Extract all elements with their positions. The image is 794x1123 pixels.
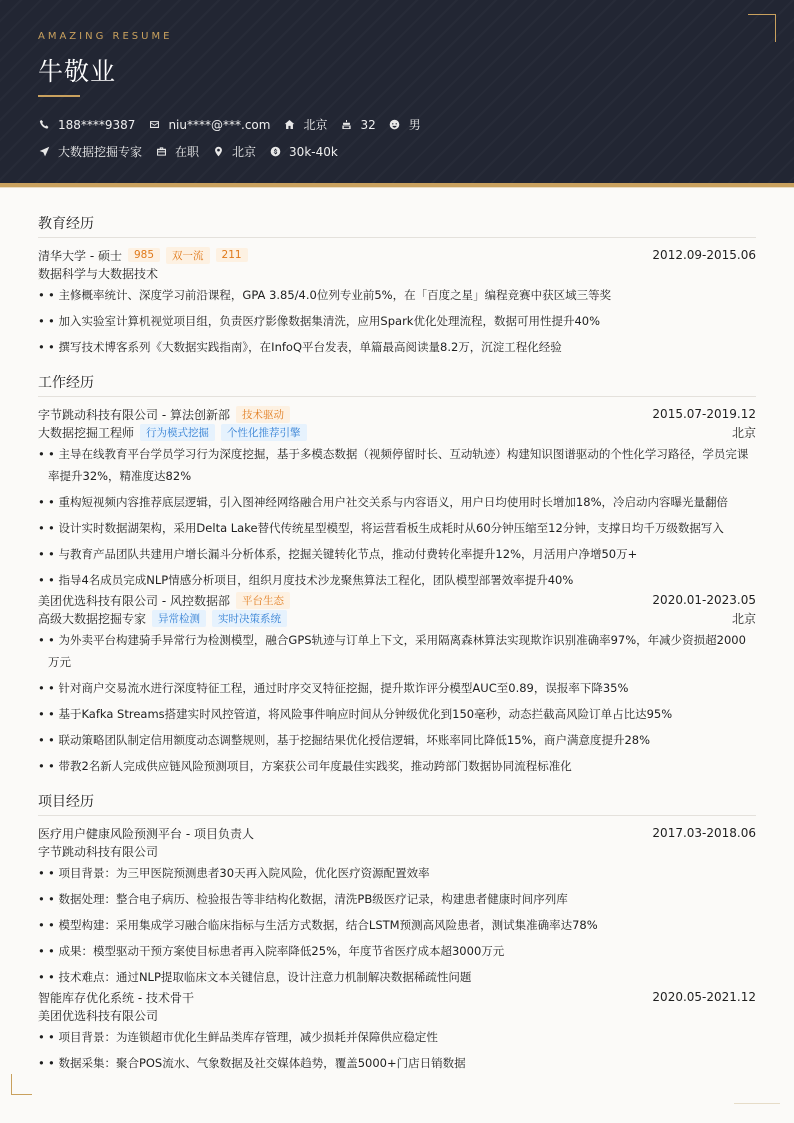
list-item: • • 联动策略团队制定信用额度动态调整规则，基于挖掘结果优化授信逻辑，坏账率同比降低15%，商户满意度提升28% xyxy=(38,729,756,751)
project-date: 2017.03-2018.06 xyxy=(652,826,756,840)
phone-item xyxy=(38,118,135,132)
education-section xyxy=(38,213,756,358)
school-degree: 清华大学 - 硕士 xyxy=(38,248,122,263)
phone-icon xyxy=(38,119,50,131)
gender-item xyxy=(389,116,421,133)
list-item: • • 基于Kafka Streams搭建实时风控管道，将风险事件响应时间从分钟级优化到150毫秒，动态拦截高风险订单占比达95% xyxy=(38,703,756,725)
list-item: • • 重构短视频内容推荐底层逻辑，引入图神经网络融合用户社交关系与内容语义，用户日均使用时长增加18%，冷启动内容曝光量翻倍 xyxy=(38,491,756,513)
list-item: • • 与教育产品团队共建用户增长漏斗分析体系，挖掘关键转化节点，推动付费转化率提升12%，月活用户净增50万+ xyxy=(38,543,756,565)
gender-text: 男 xyxy=(408,118,421,132)
project-head xyxy=(38,824,756,842)
project-name: 医疗用户健康风险预测平台 - 项目负责人 xyxy=(38,826,254,841)
city-item xyxy=(212,143,256,160)
resume-kicker: AMAZING RESUME xyxy=(38,31,173,42)
home-text: 北京 xyxy=(303,118,328,132)
list-item: • • 成果：模型驱动干预方案使目标患者再入院率降低25%，年度节省医疗成本超3000万元 xyxy=(38,940,756,962)
list-item: • • 撰写技术博客系列《大数据实践指南》，在InfoQ平台发表，单篇最高阅读量8.2万，沉淀工程化经验 xyxy=(38,336,756,358)
job-bullets xyxy=(38,443,756,591)
city-text: 北京 xyxy=(232,145,257,159)
job-date: 2015.07-2019.12 xyxy=(652,407,756,421)
school-tag: 211 xyxy=(216,248,248,262)
job-role-row xyxy=(38,423,756,441)
education-date: 2012.09-2015.06 xyxy=(652,248,756,262)
email-item xyxy=(148,118,270,132)
list-item: • • 项目背景：为三甲医院预测患者30天再入院风险，优化医疗资源配置效率 xyxy=(38,862,756,884)
list-item: • • 指导4名成员完成NLP情感分析项目，组织月度技术沙龙聚焦算法工程化，团队模型部署效率提升40% xyxy=(38,569,756,591)
list-item: • • 主修概率统计、深度学习前沿课程，GPA 3.85/4.0位列专业前5%，在「百度之星」编程竞赛中获区域三等奖 xyxy=(38,284,756,306)
position-text: 大数据挖掘专家 xyxy=(58,145,143,159)
job-head xyxy=(38,405,756,423)
section-title-education: 教育经历 xyxy=(38,213,756,238)
project-company-row xyxy=(38,1006,756,1024)
mail-icon xyxy=(148,119,160,131)
school-tag: 双一流 xyxy=(166,247,210,264)
project-entry xyxy=(38,824,756,988)
salary-text: 30k-40k xyxy=(289,144,338,159)
corner-ornament xyxy=(748,14,776,42)
age-text: 32 xyxy=(360,117,376,132)
company-tag: 技术驱动 xyxy=(236,406,290,423)
phone-text: 188****9387 xyxy=(58,117,136,132)
corner-ornament xyxy=(11,1074,32,1095)
role-tag: 实时决策系统 xyxy=(212,610,287,627)
job-bullets xyxy=(38,629,756,777)
candidate-name: 牛敬业 xyxy=(38,57,117,86)
list-item: • • 针对商户交易流水进行深度特征工程，通过时序交叉特征挖掘，提升欺诈评分模型AUC至0.89，误报率下降35% xyxy=(38,677,756,699)
list-item: • • 加入实验室计算机视觉项目组，负责医疗影像数据集清洗，应用Spark优化处理流程，数据可用性提升40% xyxy=(38,310,756,332)
job-entry xyxy=(38,405,756,591)
education-major xyxy=(38,264,756,282)
job-city: 北京 xyxy=(731,611,756,626)
major-text: 数据科学与大数据技术 xyxy=(38,266,159,281)
work-section xyxy=(38,372,756,777)
salary-icon xyxy=(269,146,281,158)
job-entry xyxy=(38,591,756,777)
age-item xyxy=(340,118,375,132)
job-city: 北京 xyxy=(731,425,756,440)
resume-body xyxy=(38,188,756,1078)
list-item: • • 模型构建：采用集成学习融合临床指标与生活方式数据，结合LSTM预测高风险患者，测试集准确率达78% xyxy=(38,914,756,936)
header-banner xyxy=(0,0,794,183)
education-bullets xyxy=(38,284,756,358)
project-entry xyxy=(38,988,756,1074)
role-tag: 异常检测 xyxy=(152,610,206,627)
section-title-projects: 项目经历 xyxy=(38,791,756,816)
job-role-row xyxy=(38,609,756,627)
home-icon xyxy=(283,119,295,131)
briefcase-icon xyxy=(155,146,167,158)
company-dept: 美团优选科技有限公司 - 风控数据部 xyxy=(38,593,230,608)
gender-icon xyxy=(389,119,401,131)
status-item xyxy=(155,143,199,160)
salary-item xyxy=(269,145,338,159)
list-item: • • 主导在线教育平台学员学习行为深度挖掘，基于多模态数据（视频停留时长、互动轨迹）构建知识图谱驱动的个性化学习路径，学员完课率提升32%，精准度达82% xyxy=(38,443,756,487)
list-item: • • 为外卖平台构建骑手异常行为检测模型，融合GPS轨迹与订单上下文，采用隔离森林算法实现欺诈识别准确率97%，年减少资损超2000万元 xyxy=(38,629,756,673)
job-intent-row xyxy=(38,143,351,160)
list-item: • • 项目背景：为连锁超市优化生鲜品类库存管理，减少损耗并保障供应稳定性 xyxy=(38,1026,756,1048)
list-item: • • 带教2名新人完成供应链风险预测项目，方案获公司年度最佳实践奖，推动跨部门数据协同流程标准化 xyxy=(38,755,756,777)
projects-section xyxy=(38,791,756,1074)
job-date: 2020.01-2023.05 xyxy=(652,593,756,607)
send-icon xyxy=(38,146,50,158)
location-pin-icon xyxy=(212,146,224,158)
company-dept: 字节跳动科技有限公司 - 算法创新部 xyxy=(38,407,230,422)
name-underline xyxy=(38,95,80,97)
role-tag: 行为模式挖掘 xyxy=(140,424,215,441)
job-head xyxy=(38,591,756,609)
list-item: • • 技术难点：通过NLP提取临床文本关键信息，设计注意力机制解决数据稀疏性问题 xyxy=(38,966,756,988)
position-item xyxy=(38,143,142,160)
list-item: • • 数据处理：整合电子病历、检验报告等非结构化数据，清洗PB级医疗记录，构建患者健康时间序列库 xyxy=(38,888,756,910)
job-role: 大数据挖掘工程师 xyxy=(38,425,135,440)
project-company-row xyxy=(38,842,756,860)
cake-icon xyxy=(340,119,352,131)
project-company: 字节跳动科技有限公司 xyxy=(38,844,159,859)
section-title-work: 工作经历 xyxy=(38,372,756,397)
contact-row xyxy=(38,116,434,133)
home-item xyxy=(283,116,327,133)
role-tag: 个性化推荐引擎 xyxy=(221,424,307,441)
project-bullets xyxy=(38,1026,756,1074)
corner-ornament xyxy=(734,1103,780,1104)
company-tag: 平台生态 xyxy=(236,592,290,609)
project-head xyxy=(38,988,756,1006)
job-role: 高级大数据挖掘专家 xyxy=(38,611,147,626)
project-name: 智能库存优化系统 - 技术骨干 xyxy=(38,990,194,1005)
email-text: niu****@***.com xyxy=(168,117,271,132)
project-date: 2020.05-2021.12 xyxy=(652,990,756,1004)
status-text: 在职 xyxy=(175,145,200,159)
school-tag: 985 xyxy=(128,248,160,262)
project-bullets xyxy=(38,862,756,988)
education-entry-head xyxy=(38,246,756,264)
project-company: 美团优选科技有限公司 xyxy=(38,1008,159,1023)
list-item: • • 数据采集：聚合POS流水、气象数据及社交媒体趋势，覆盖5000+门店日销数据 xyxy=(38,1052,756,1074)
list-item: • • 设计实时数据湖架构，采用Delta Lake替代传统星型模型，将运营看板生成耗时从60分钟压缩至12分钟，支撑日均千万级数据写入 xyxy=(38,517,756,539)
